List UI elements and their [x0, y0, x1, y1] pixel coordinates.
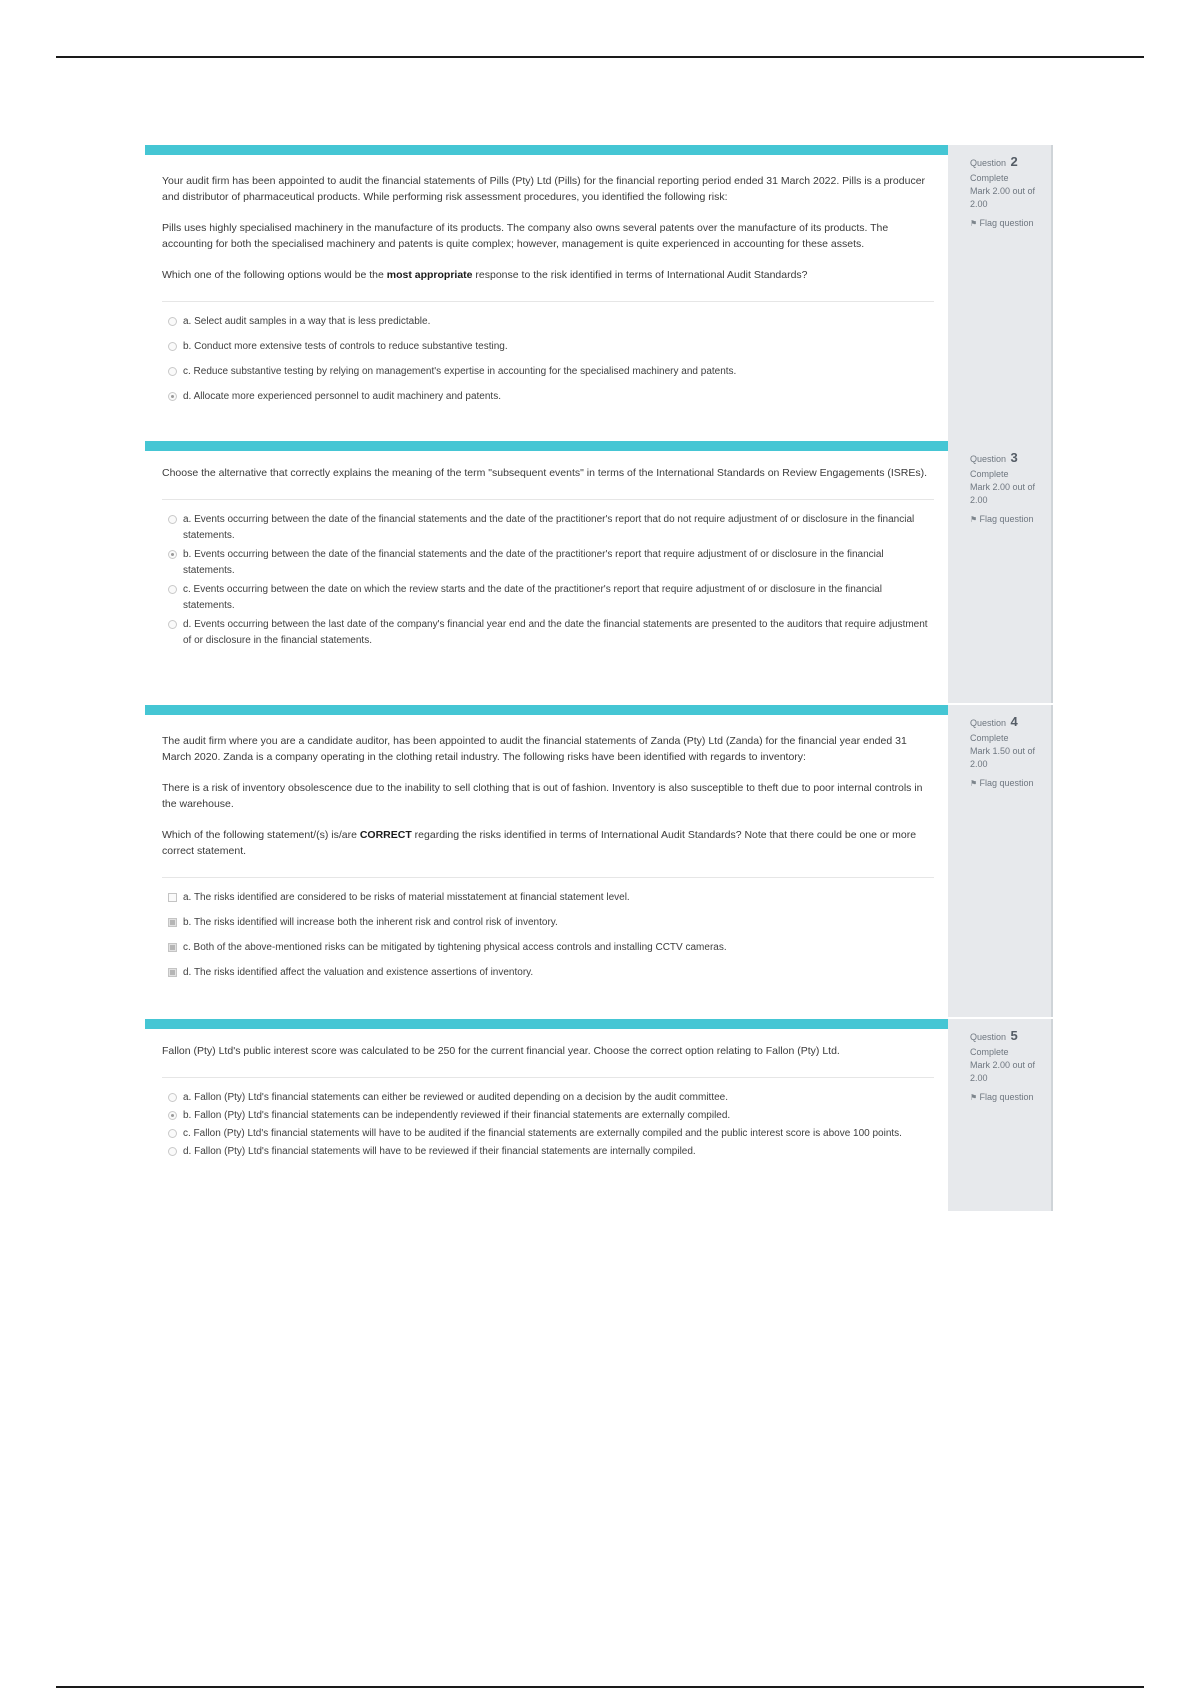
divider	[162, 877, 934, 878]
question-content	[145, 1019, 948, 1211]
question-accent-bar	[145, 1019, 948, 1029]
radio-button[interactable]	[168, 585, 177, 594]
answer-label: b. Fallon (Pty) Ltd's financial statements can be independently reviewed if their financial statements are externally compiled.	[183, 1110, 731, 1121]
answer-label: b. The risks identified will increase both the inherent risk and control risk of inventory.	[183, 917, 558, 928]
answer-option[interactable]	[162, 314, 934, 330]
answer-list	[162, 314, 934, 405]
question-3	[145, 441, 1055, 703]
radio-button[interactable]	[168, 1093, 177, 1102]
answer-option[interactable]	[162, 364, 934, 380]
answer-label: c. Fallon (Pty) Ltd's financial statements will have to be audited if the financial statements are externally compiled and the public interest score is above 100 points.	[183, 1128, 902, 1139]
question-info-panel	[948, 705, 1053, 1017]
answer-option[interactable]	[162, 915, 934, 931]
radio-button-selected[interactable]	[168, 392, 177, 401]
answer-label: c. Reduce substantive testing by relying on management's expertise in accounting for the specialised machinery and patents.	[183, 366, 737, 377]
answer-label: a. Fallon (Pty) Ltd's financial statements can either be reviewed or audited depending on a decision by the audit committee.	[183, 1092, 728, 1103]
flag-question-link[interactable]: ⚑ Flag question	[970, 513, 1034, 524]
checkbox-checked[interactable]	[168, 968, 177, 977]
question-info-panel	[948, 1019, 1053, 1211]
question-number: Question 3	[970, 450, 1018, 465]
question-mark: Mark 2.00 out of 2.00	[970, 185, 1036, 209]
question-content	[145, 441, 948, 703]
question-text	[162, 1043, 934, 1059]
answer-option[interactable]	[162, 940, 934, 956]
question-mark: Mark 2.00 out of 2.00	[970, 481, 1036, 505]
answer-option[interactable]	[162, 1144, 934, 1160]
page-bottom-rule	[56, 1686, 1144, 1688]
answer-label: c. Events occurring between the date on which the review starts and the date of the practitioner's report that require adjustment of or disclosure in the financial statements.	[183, 584, 882, 611]
question-paragraph: The audit firm where you are a candidate auditor, has been appointed to audit the financial statements of Zanda (Pty) Ltd (Zanda) for the financial year ended 31 March 2020. Zanda is a company operating in the clothing retail industry. The following risks have been identified with regards to inventory:	[162, 735, 907, 763]
radio-button[interactable]	[168, 515, 177, 524]
answer-list	[162, 1090, 934, 1160]
answer-list	[162, 890, 934, 981]
answer-label: b. Conduct more extensive tests of controls to reduce substantive testing.	[183, 341, 508, 352]
radio-button[interactable]	[168, 1129, 177, 1138]
question-number: Question 4	[970, 714, 1018, 729]
answer-label: a. Select audit samples in a way that is less predictable.	[183, 316, 431, 327]
question-mark: Mark 2.00 out of 2.00	[970, 1059, 1036, 1083]
answer-option[interactable]	[162, 339, 934, 355]
answer-option[interactable]	[162, 582, 934, 614]
question-status: Complete	[970, 172, 1009, 183]
question-info-panel	[948, 441, 1053, 703]
checkbox-checked[interactable]	[168, 918, 177, 927]
checkbox-checked[interactable]	[168, 943, 177, 952]
divider	[162, 1077, 934, 1078]
question-text	[162, 169, 934, 283]
answer-label: a. Events occurring between the date of the financial statements and the date of the practitioner's report that do not require adjustment of or disclosure in the financial statements.	[183, 514, 915, 541]
answer-option[interactable]	[162, 890, 934, 906]
question-number: Question 5	[970, 1028, 1018, 1043]
question-prompt: Choose the alternative that correctly explains the meaning of the term "subsequent events" in terms of the International Standards on Review Engagements (ISREs).	[162, 467, 928, 479]
question-accent-bar	[145, 705, 948, 715]
flag-icon: ⚑	[970, 218, 978, 228]
radio-button-selected[interactable]	[168, 550, 177, 559]
answer-label: a. The risks identified are considered to be risks of material misstatement at financial statement level.	[183, 892, 630, 903]
flag-question-link[interactable]: ⚑ Flag question	[970, 1091, 1034, 1102]
radio-button[interactable]	[168, 317, 177, 326]
divider	[162, 301, 934, 302]
question-paragraph: There is a risk of inventory obsolescence due to the inability to sell clothing that is out of fashion. Inventory is also susceptible to theft due to poor internal controls in the warehouse.	[162, 782, 923, 810]
radio-button[interactable]	[168, 620, 177, 629]
answer-label: b. Events occurring between the date of the financial statements and the date of the practitioner's report that require adjustment of or disclosure in the financial statements.	[183, 549, 884, 576]
question-paragraph: Your audit firm has been appointed to audit the financial statements of Pills (Pty) Ltd (Pills) for the financial reporting period ended 31 March 2022. Pills is a producer and distributor of pharmaceutical products. While performing risk assessment procedures, you identified the following risk:	[162, 175, 926, 203]
flag-icon: ⚑	[970, 1092, 978, 1102]
radio-button[interactable]	[168, 1147, 177, 1156]
answer-label: d. The risks identified affect the valuation and existence assertions of inventory.	[183, 967, 534, 978]
question-status: Complete	[970, 468, 1009, 479]
question-status: Complete	[970, 1046, 1009, 1057]
question-5	[145, 1019, 1055, 1211]
answer-list	[162, 512, 934, 649]
flag-question-link[interactable]: ⚑ Flag question	[970, 777, 1034, 788]
answer-option[interactable]	[162, 1108, 934, 1124]
question-status: Complete	[970, 732, 1009, 743]
question-2	[145, 145, 1055, 441]
answer-label: d. Allocate more experienced personnel to audit machinery and patents.	[183, 391, 501, 402]
question-accent-bar	[145, 441, 948, 451]
question-content	[145, 705, 948, 1017]
answer-option[interactable]	[162, 1126, 934, 1142]
question-paragraph: Pills uses highly specialised machinery in the manufacture of its products. The company also owns several patents over the manufacture of its products. The accounting for both the specialised machinery and patents is quite complex; however, management is quite experienced in accounting for these assets.	[162, 222, 889, 250]
answer-label: d. Events occurring between the last date of the company's financial year end and the date the financial statements are presented to the auditors that require adjustment of or disclosure in the financial statements.	[183, 619, 928, 646]
flag-icon: ⚑	[970, 514, 978, 524]
question-prompt: Fallon (Pty) Ltd's public interest score was calculated to be 250 for the current financial year. Choose the correct option relating to Fallon (Pty) Ltd.	[162, 1045, 840, 1057]
question-4	[145, 705, 1055, 1017]
answer-option[interactable]	[162, 617, 934, 649]
page-top-rule	[56, 56, 1144, 58]
radio-button-selected[interactable]	[168, 1111, 177, 1120]
flag-icon: ⚑	[970, 778, 978, 788]
question-prompt: Which of the following statement/(s) is/are CORRECT regarding the risks identified in terms of International Audit Standards? Note that there could be one or more correct statement.	[162, 829, 917, 857]
answer-label: d. Fallon (Pty) Ltd's financial statements will have to be reviewed if their financial statements are internally compiled.	[183, 1146, 696, 1157]
answer-option[interactable]	[162, 389, 934, 405]
answer-label: c. Both of the above-mentioned risks can be mitigated by tightening physical access controls and installing CCTV cameras.	[183, 942, 727, 953]
radio-button[interactable]	[168, 367, 177, 376]
checkbox[interactable]	[168, 893, 177, 902]
question-mark: Mark 1.50 out of 2.00	[970, 745, 1036, 769]
answer-option[interactable]	[162, 1090, 934, 1106]
question-text	[162, 465, 934, 481]
flag-question-link[interactable]: ⚑ Flag question	[970, 217, 1034, 228]
answer-option[interactable]	[162, 512, 934, 544]
question-text	[162, 729, 934, 859]
answer-option[interactable]	[162, 547, 934, 579]
question-accent-bar	[145, 145, 948, 155]
radio-button[interactable]	[168, 342, 177, 351]
divider	[162, 499, 934, 500]
question-prompt: Which one of the following options would be the most appropriate response to the risk identified in terms of International Audit Standards?	[162, 269, 808, 281]
answer-option[interactable]	[162, 965, 934, 981]
question-number: Question 2	[970, 154, 1018, 169]
question-content	[145, 145, 948, 441]
question-info-panel	[948, 145, 1053, 441]
